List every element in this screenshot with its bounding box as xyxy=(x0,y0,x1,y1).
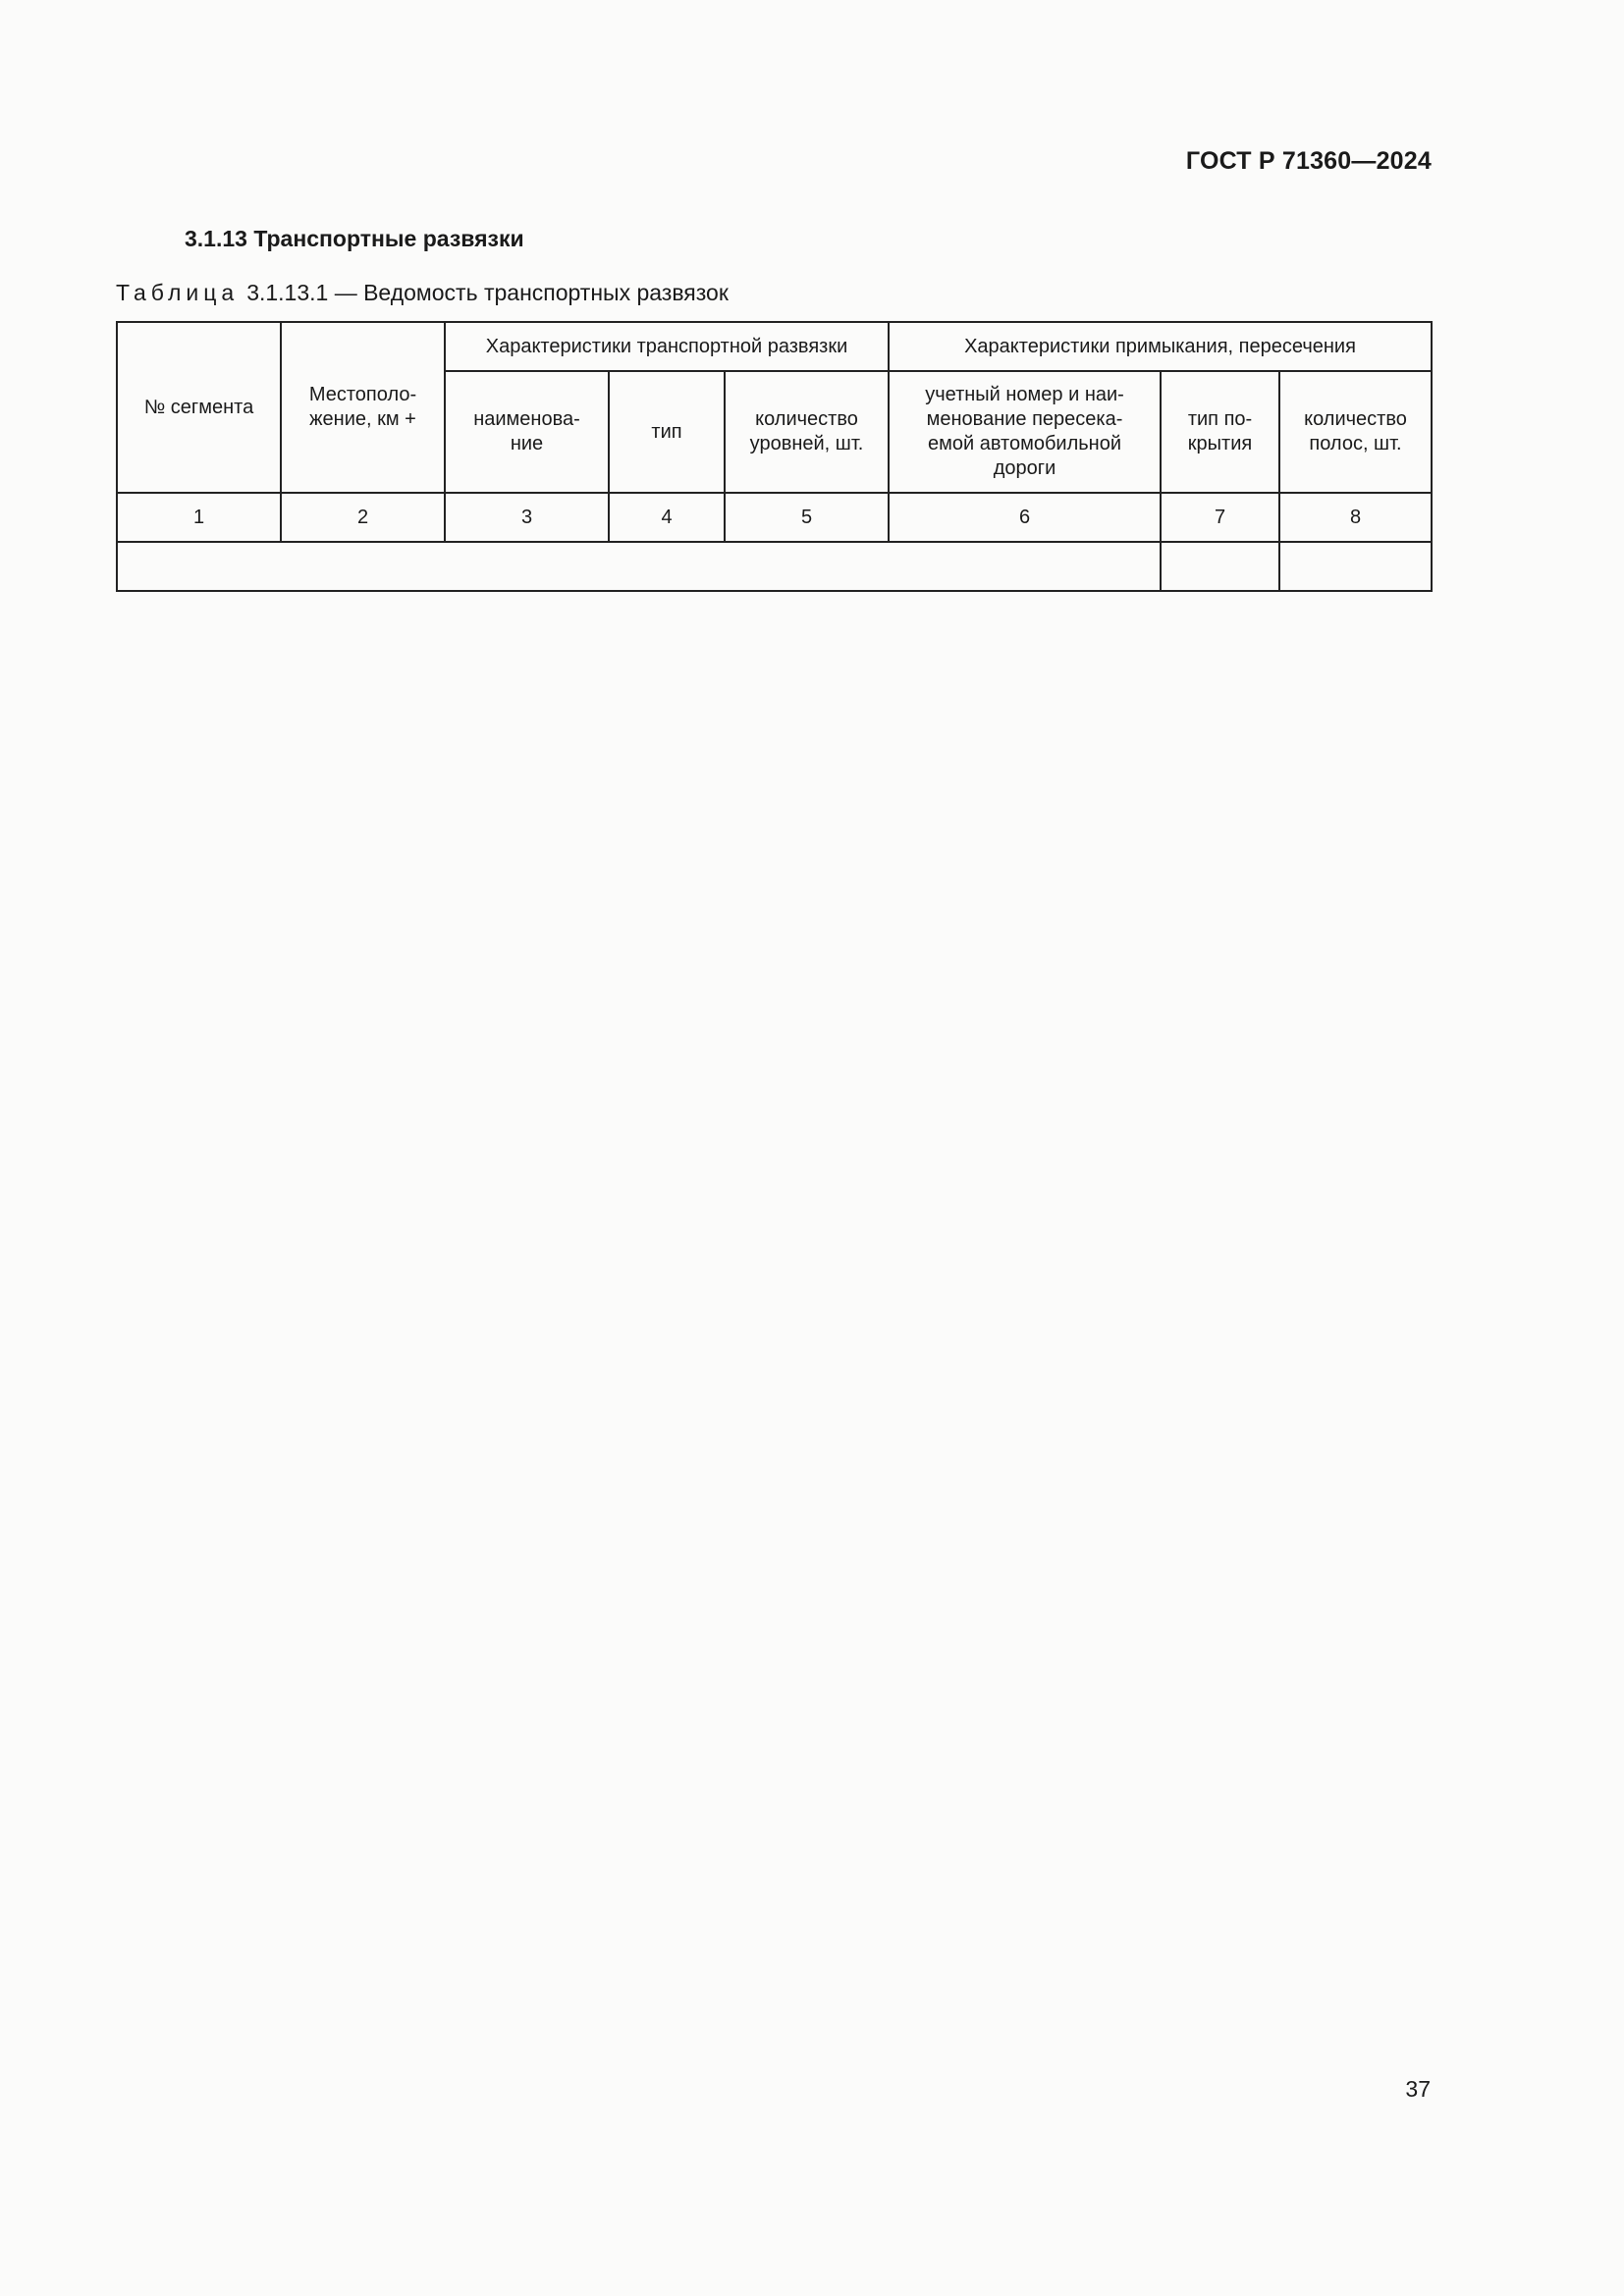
header-group-junction: Характеристики примыкания, пересечения xyxy=(889,322,1432,371)
column-number: 6 xyxy=(889,493,1161,542)
header-surface: тип по- крытия xyxy=(1161,371,1279,493)
header-road: учетный номер и наи- менование пересека- емой автомобильной дороги xyxy=(889,371,1161,493)
column-number: 1 xyxy=(117,493,281,542)
section-heading: 3.1.13 Транспортные развязки xyxy=(185,226,524,251)
header-name: наименова- ние xyxy=(445,371,609,493)
empty-cell xyxy=(1279,542,1432,591)
table-header-row xyxy=(117,322,1432,371)
column-number: 2 xyxy=(281,493,445,542)
document-code: ГОСТ Р 71360—2024 xyxy=(1185,147,1432,175)
interchange-table xyxy=(116,321,1433,592)
header-lanes: количество полос, шт. xyxy=(1279,371,1432,493)
column-number: 7 xyxy=(1161,493,1279,542)
column-number: 3 xyxy=(445,493,609,542)
header-segment: № сегмента xyxy=(117,322,281,493)
header-type: тип xyxy=(609,371,725,493)
empty-cell xyxy=(1161,542,1279,591)
empty-merged-cell xyxy=(117,542,1161,591)
header-group-interchange: Характеристики транспортной развязки xyxy=(445,322,889,371)
column-number: 4 xyxy=(609,493,725,542)
column-number-row xyxy=(117,493,1432,542)
header-levels: количество уровней, шт. xyxy=(725,371,889,493)
column-number: 5 xyxy=(725,493,889,542)
table-caption-label: Таблица xyxy=(116,280,240,305)
table-row xyxy=(117,542,1432,591)
column-number: 8 xyxy=(1279,493,1432,542)
page-number: 37 xyxy=(1405,2076,1431,2102)
table-caption-text: 3.1.13.1 — Ведомость транспортных развязок xyxy=(246,280,729,305)
header-location: Местополо- жение, км + xyxy=(281,322,445,493)
table-caption xyxy=(116,280,729,306)
